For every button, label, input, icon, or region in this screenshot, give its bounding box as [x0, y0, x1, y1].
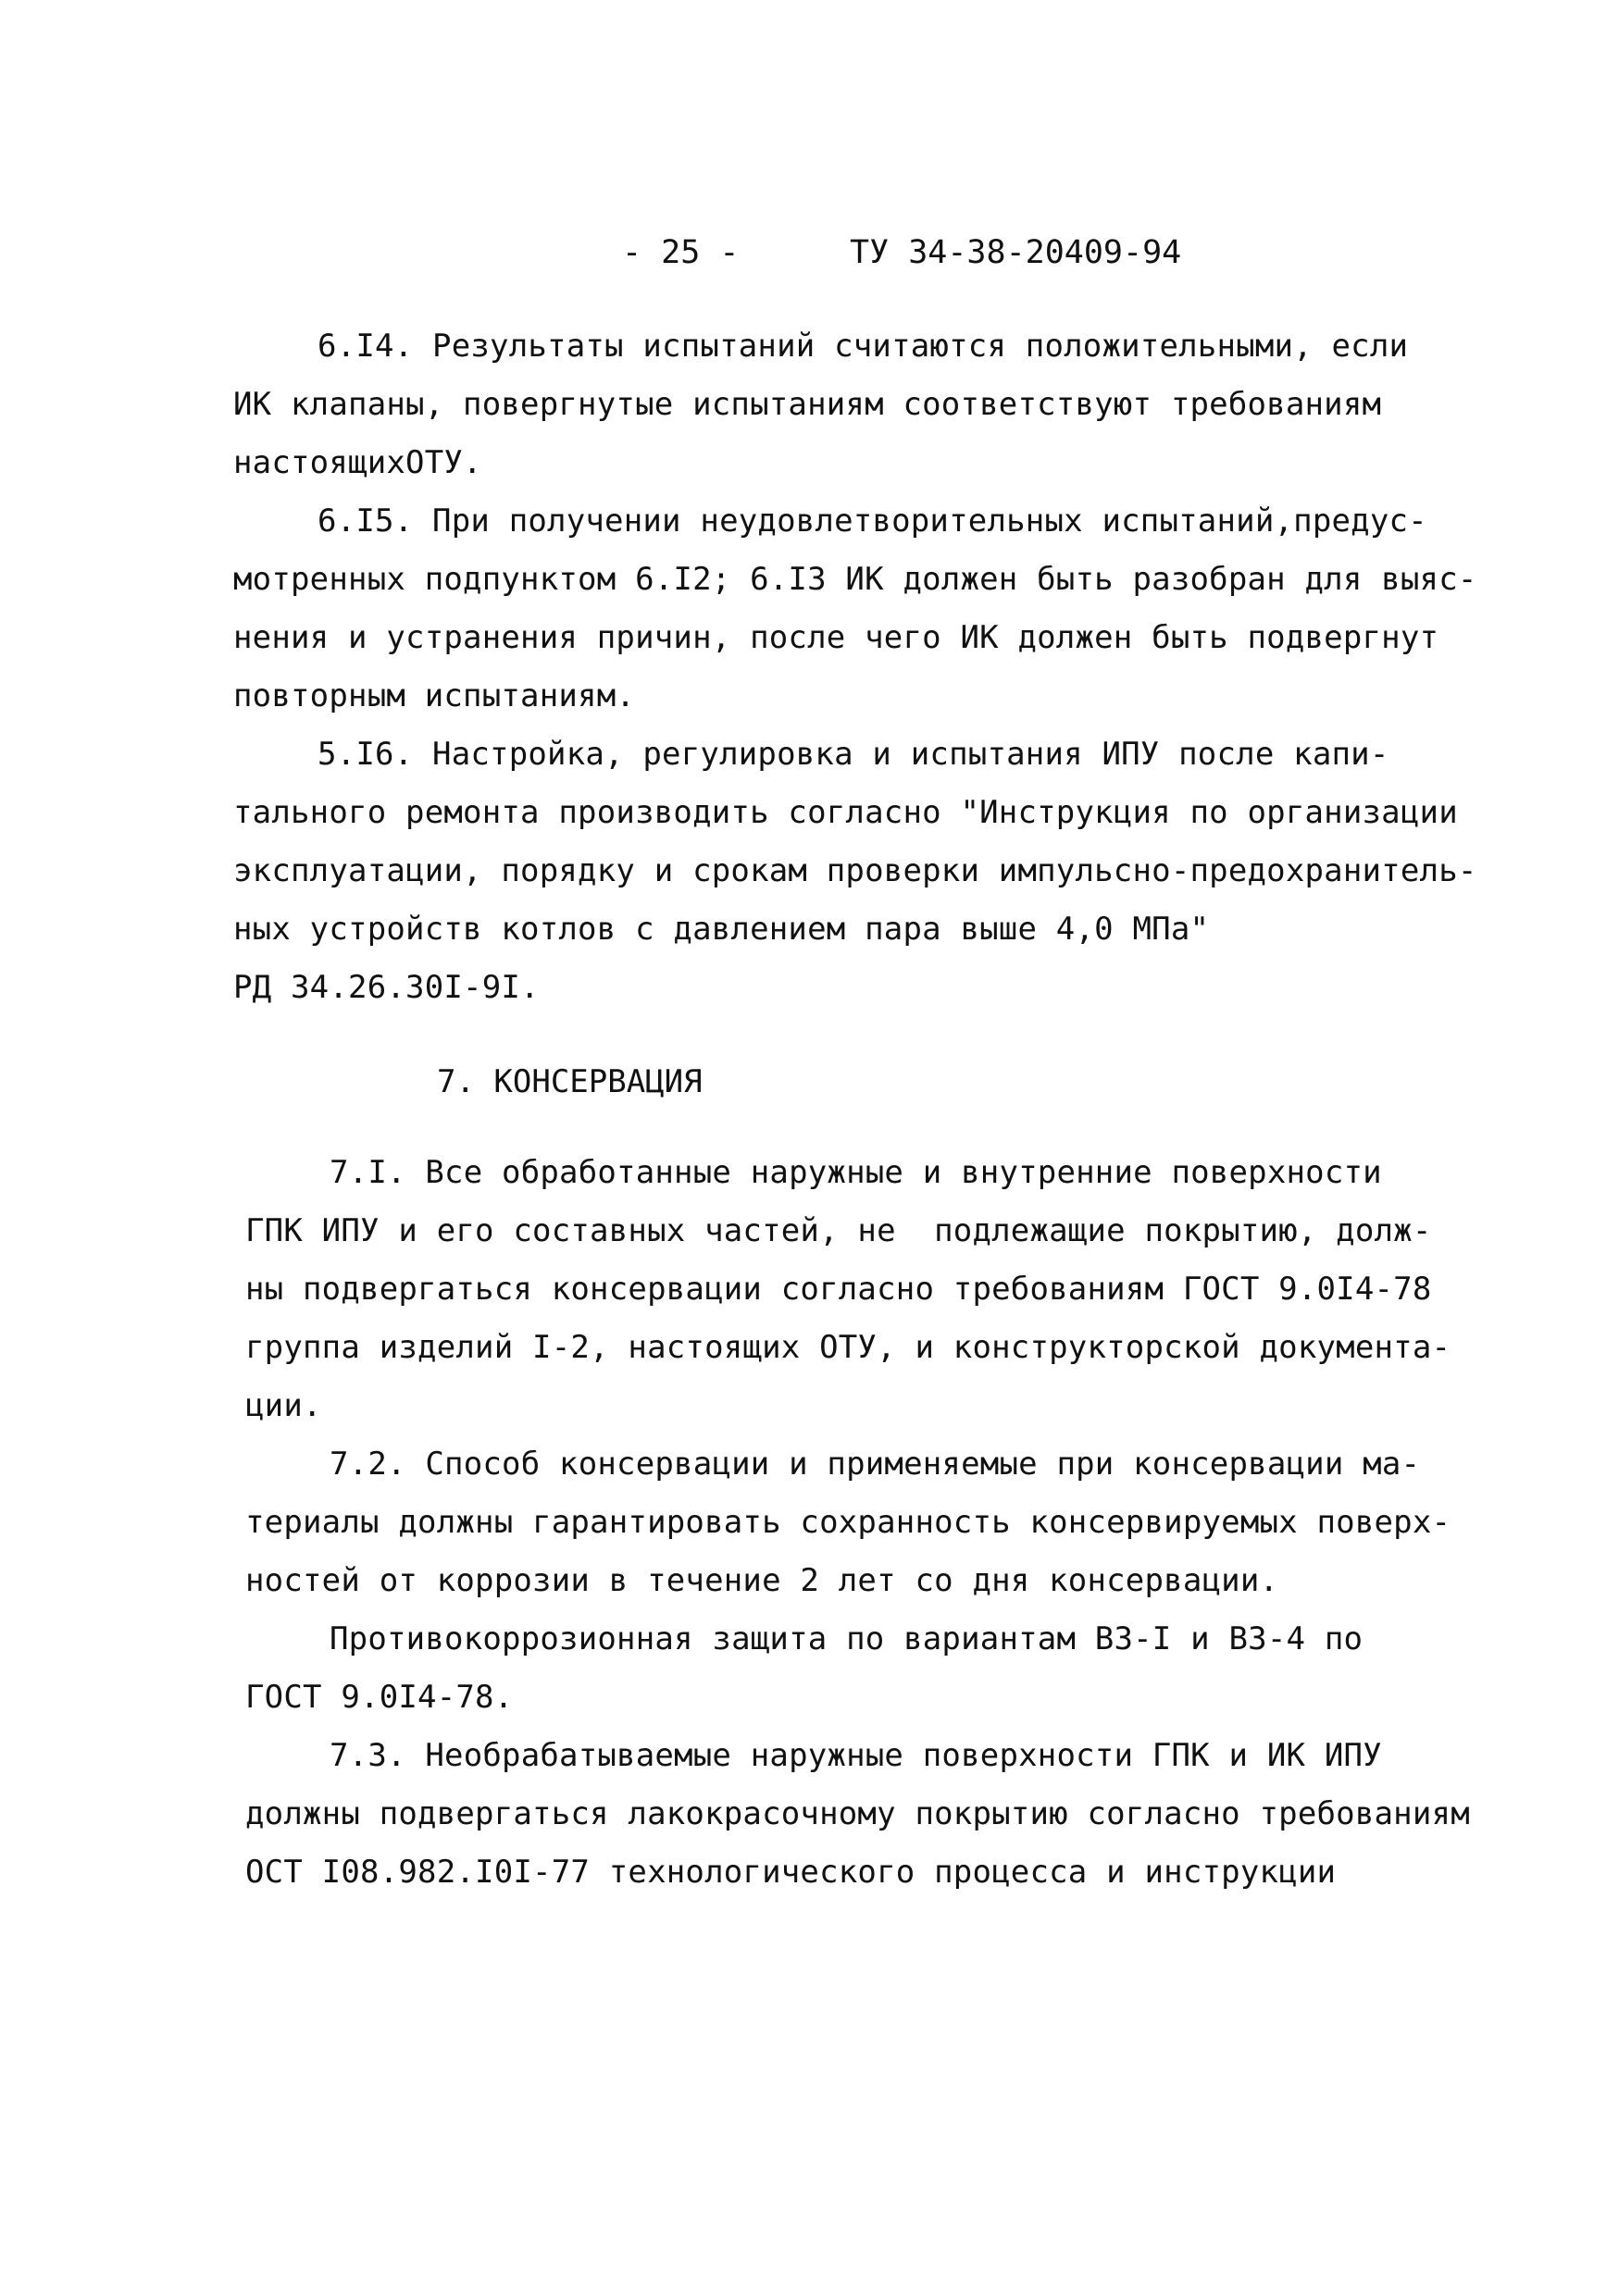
- paragraph-line: РД 34.26.30I-9I.: [233, 969, 540, 1006]
- paragraph-line: 5.I6. Настройка, регулировка и испытания ИПУ после капи-: [318, 736, 1389, 773]
- paragraph-line: 7.3. Необрабатываемые наружные поверхности ГПК и ИК ИПУ: [330, 1737, 1382, 1774]
- paragraph-line: настоящихОТУ.: [233, 444, 482, 481]
- paragraph-line: мотренных подпунктом 6.I2; 6.I3 ИК должен быть разобран для выяс-: [233, 561, 1477, 598]
- paragraph-line: ГОСТ 9.0I4-78.: [245, 1679, 514, 1716]
- paragraph-line: ных устройств котлов с давлением пара выше 4,0 МПа": [233, 911, 1210, 948]
- paragraph-line: териалы должны гарантировать сохранность консервируемых поверх-: [245, 1504, 1451, 1541]
- section-heading: 7. КОНСЕРВАЦИЯ: [437, 1063, 703, 1100]
- paragraph-line: ностей от коррозии в течение 2 лет со дня консервации.: [245, 1562, 1279, 1599]
- page-number: - 25 -: [622, 234, 740, 271]
- paragraph-line: 6.I4. Результаты испытаний считаются положительными, если: [318, 328, 1409, 365]
- paragraph-line: группа изделий I-2, настоящих ОТУ, и конструкторской документа-: [245, 1329, 1451, 1366]
- paragraph-line: 7.2. Способ консервации и применяемые при консервации ма-: [330, 1446, 1421, 1483]
- paragraph-line: 7.I. Все обработанные наружные и внутренние поверхности: [330, 1154, 1382, 1191]
- paragraph-line: эксплуатации, порядку и срокам проверки импульсно-предохранитель-: [233, 852, 1477, 889]
- paragraph-line: повторным испытаниям.: [233, 677, 636, 714]
- paragraph-line: должны подвергаться лакокрасочному покрытию согласно требованиям: [245, 1795, 1470, 1832]
- paragraph-line: нения и устранения причин, после чего ИК должен быть подвергнут: [233, 619, 1439, 656]
- paragraph-line: ции.: [245, 1387, 322, 1424]
- paragraph-line: 6.I5. При получении неудовлетворительных испытаний,предус-: [318, 503, 1427, 540]
- paragraph-line: ИК клапаны, повергнутые испытаниям соответствуют требованиям: [233, 386, 1382, 423]
- paragraph-line: ны подвергаться консервации согласно требованиям ГОСТ 9.0I4-78: [245, 1271, 1432, 1308]
- paragraph-line: тального ремонта производить согласно "Инструкция по организации: [233, 794, 1458, 831]
- document-code: ТУ 34-38-20409-94: [850, 234, 1182, 271]
- paragraph-line: ОСТ I08.982.I0I-77 технологического процесса и инструкции: [245, 1854, 1337, 1891]
- paragraph-line: ГПК ИПУ и его составных частей, не подлежащие покрытию, долж-: [245, 1212, 1432, 1249]
- paragraph-line: Противокоррозионная защита по вариантам ВЗ-I и ВЗ-4 по: [330, 1620, 1364, 1657]
- page-header: [0, 234, 1619, 280]
